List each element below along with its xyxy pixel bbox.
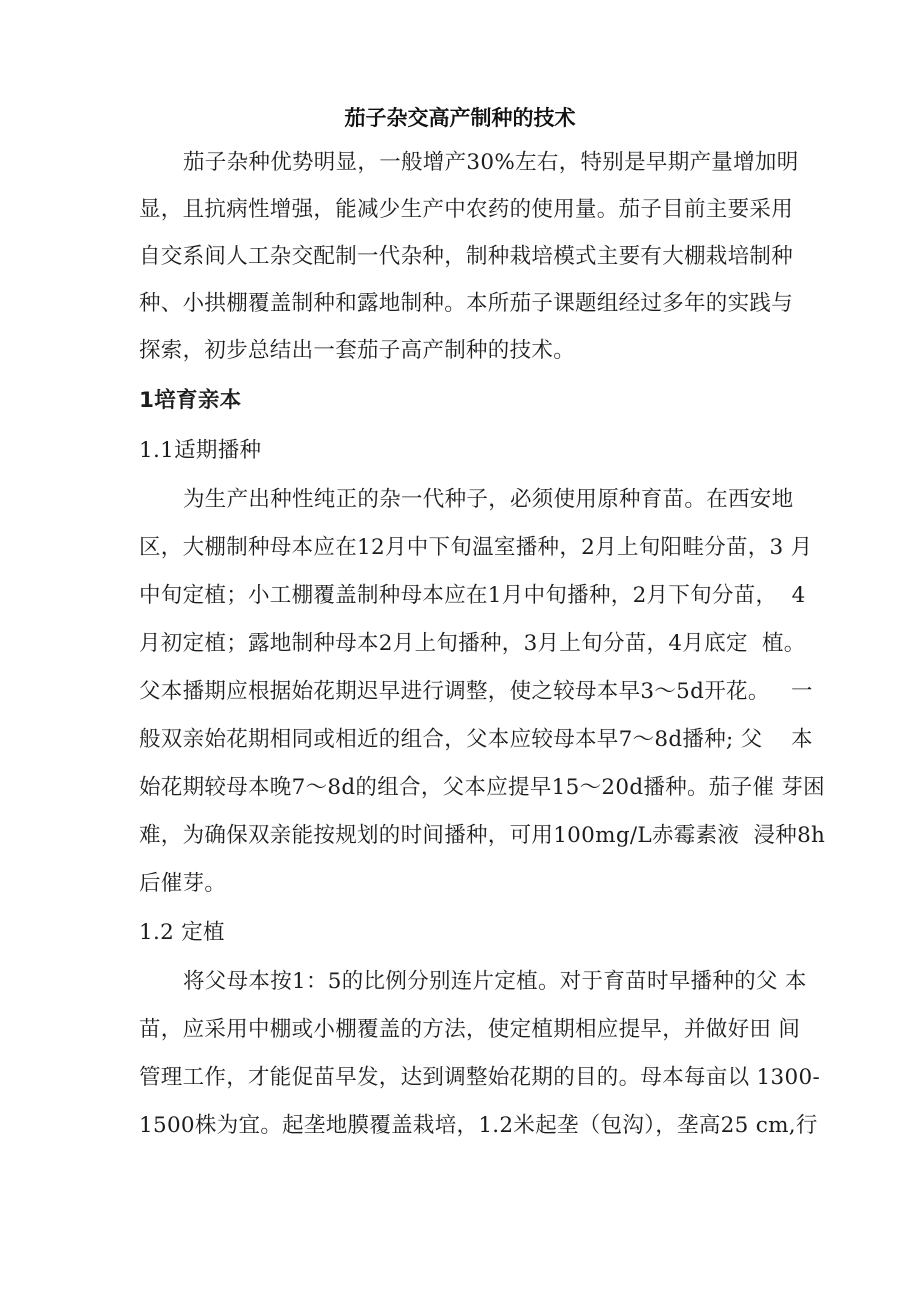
subsection-1-1-line: 区，大棚制种母本应在12月中下旬温室播种，2月上旬阳畦分苗，3 月 [139,535,813,560]
intro-line: 显，且抗病性增强，能减少生产中农药的使用量。茄子目前主要采用 [139,197,794,222]
intro-line: 自交系间人工杂交配制一代杂种，制种栽培模式主要有大棚栽培制种 [139,244,794,269]
subsection-1-1-line: 月初定植；露地制种母本2月上旬播种，3月上旬分苗，4月底定 植。 [139,631,806,656]
subsection-1-2-heading: 1.2 定植 [139,920,225,945]
subsection-1-1-line: 始花期较母本晚7〜8d的组合，父本应提早15〜20d播种。茄子催 芽困 [139,775,825,800]
intro-line: 茄子杂种优势明显，一般增产30%左右，特别是早期产量增加明 [183,150,799,175]
intro-line: 种、小拱棚覆盖制种和露地制种。本所茄子课题组经过多年的实践与 [139,291,794,316]
subsection-1-2-line: 1500株为宜。起垄地膜覆盖栽培，1.2米起垄（包沟），垄高25 cm,行 [139,1113,818,1138]
subsection-1-2-line: 管理工作，才能促苗早发，达到调整始花期的目的。母本每亩以 1300- [139,1065,821,1090]
section-1-heading: 1培育亲本 [139,388,242,413]
document-title: 茄子杂交高产制种的技术 [344,106,576,130]
subsection-1-1-line: 父本播期应根据始花期迟早进行调整，使之较母本早3〜5d开花。 一 [139,679,813,704]
intro-line: 探索，初步总结出一套茄子高产制种的技术。 [139,338,576,363]
subsection-1-1-line: 般双亲始花期相同或相近的组合，父本应较母本早7〜8d播种; 父 本 [139,727,813,752]
subsection-1-2-line: 将父母本按1：5的比例分别连片定植。对于育苗时早播种的父 本 [183,969,807,994]
subsection-1-2-line: 苗，应采用中棚或小棚覆盖的方法，使定植期相应提早，并做好田 间 [139,1017,801,1042]
subsection-1-1-line: 为生产出种性纯正的杂一代种子，必须使用原种育苗。在西安地 [183,487,794,512]
subsection-1-1-line: 后催芽。 [139,871,227,896]
subsection-1-1-line: 中旬定植；小工棚覆盖制种母本应在1月中旬播种，2月下旬分苗， 4 [139,583,806,608]
subsection-1-1-heading: 1.1适期播种 [139,438,262,463]
subsection-1-1-line: 难，为确保双亲能按规划的时间播种，可用100mg/L赤霉素液 浸种8h [139,823,826,848]
